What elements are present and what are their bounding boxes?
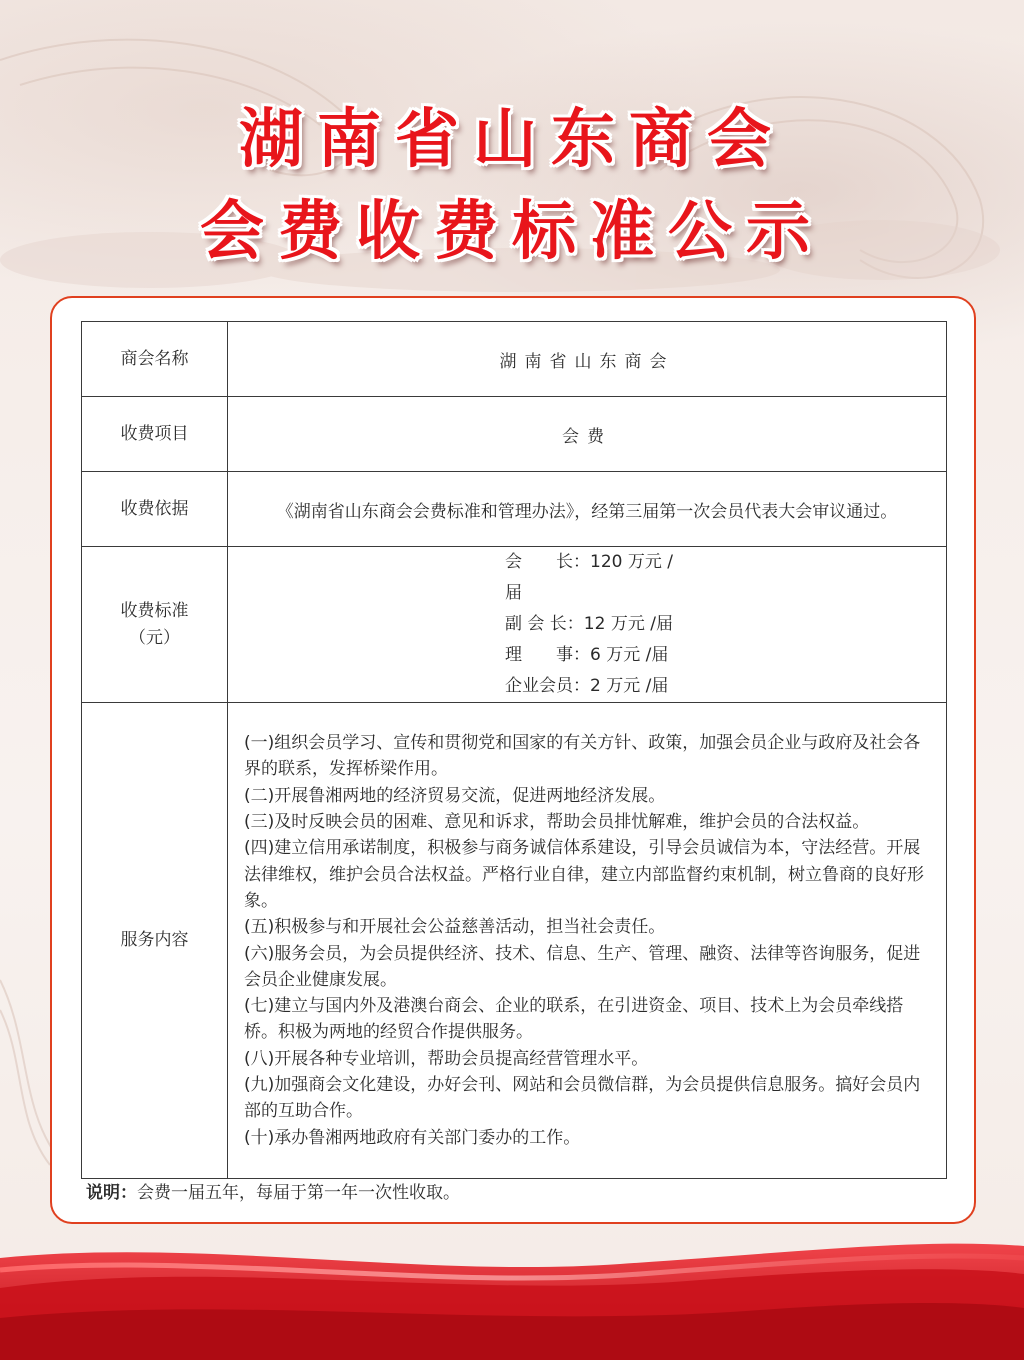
fee-standard-vice-president: 副 会 长：12 万元 /届: [505, 614, 673, 634]
fee-standard-table: [81, 321, 947, 1179]
table-row-fee-standard: [82, 547, 947, 703]
fee-standard-enterprise-member: 企业会员：2 万元 /届: [505, 676, 669, 696]
fee-item-value: 会费: [228, 397, 947, 472]
table-row-fee-item: [82, 397, 947, 472]
footnote: [86, 1178, 460, 1203]
service-item: (五)积极参与和开展社会公益慈善活动，担当社会责任。: [244, 917, 666, 938]
fee-standard-label: 收费标准: [120, 600, 189, 621]
fee-notice-card: [50, 296, 976, 1224]
fee-item-label: 收费项目: [82, 397, 228, 472]
org-name-value: 湖南省山东商会: [228, 322, 947, 397]
fee-standard-values: [228, 547, 947, 703]
table-row-services: [82, 703, 947, 1179]
page-title-line-2: 会费收费标准公示: [200, 194, 824, 269]
org-name-label: 商会名称: [82, 322, 228, 397]
fee-standard-director: 理 事：6 万元 /届: [505, 645, 669, 665]
service-item: (一)组织会员学习、宣传和贯彻党和国家的有关方针、政策，加强会员企业与政府及社会各界的联系，发挥桥梁作用。: [244, 733, 921, 780]
service-item: (八)开展各种专业培训，帮助会员提高经营管理水平。: [244, 1048, 649, 1069]
page-title-line-1: 湖南省山东商会: [239, 102, 785, 177]
service-item: (二)开展鲁湘两地的经济贸易交流，促进两地经济发展。: [244, 785, 666, 806]
fee-basis-value: 《湖南省山东商会会费标准和管理办法》，经第三届第一次会员代表大会审议通过。: [228, 472, 947, 547]
fee-standard-president: 会 长：120 万元 /届: [505, 552, 673, 603]
red-ribbon-decoration: [0, 1218, 1024, 1360]
services-label: 服务内容: [82, 703, 228, 1179]
services-content: [228, 703, 947, 1179]
service-item: (七)建立与国内外及港澳台商会、企业的联系，在引进资金、项目、技术上为会员牵线搭桥。积极为两地的经贸合作提供服务。: [244, 996, 904, 1043]
service-item: (六)服务会员，为会员提供经济、技术、信息、生产、管理、融资、法律等咨询服务，促进会员企业健康发展。: [244, 943, 921, 990]
fee-standard-label-cell: [82, 547, 228, 703]
fee-basis-label: 收费依据: [82, 472, 228, 547]
footnote-text: 会费一届五年，每届于第一年一次性收取。: [137, 1183, 460, 1203]
service-item: (十)承办鲁湘两地政府有关部门委办的工作。: [244, 1127, 581, 1148]
service-item: (四)建立信用承诺制度，积极参与商务诚信体系建设，引导会员诚信为本，守法经营。开展法律维权，维护会员合法权益。严格行业自律，建立内部监督约束机制，树立鲁商的良好形象。: [244, 838, 924, 911]
service-item: (三)及时反映会员的困难、意见和诉求，帮助会员排忧解难，维护会员的合法权益。: [244, 812, 870, 833]
footnote-label: 说明：: [86, 1183, 137, 1203]
table-row-org-name: [82, 322, 947, 397]
table-row-fee-basis: [82, 472, 947, 547]
fee-standard-unit: （元）: [129, 627, 180, 648]
service-item: (九)加强商会文化建设，办好会刊、网站和会员微信群，为会员提供信息服务。搞好会员内部的互助合作。: [244, 1074, 921, 1122]
